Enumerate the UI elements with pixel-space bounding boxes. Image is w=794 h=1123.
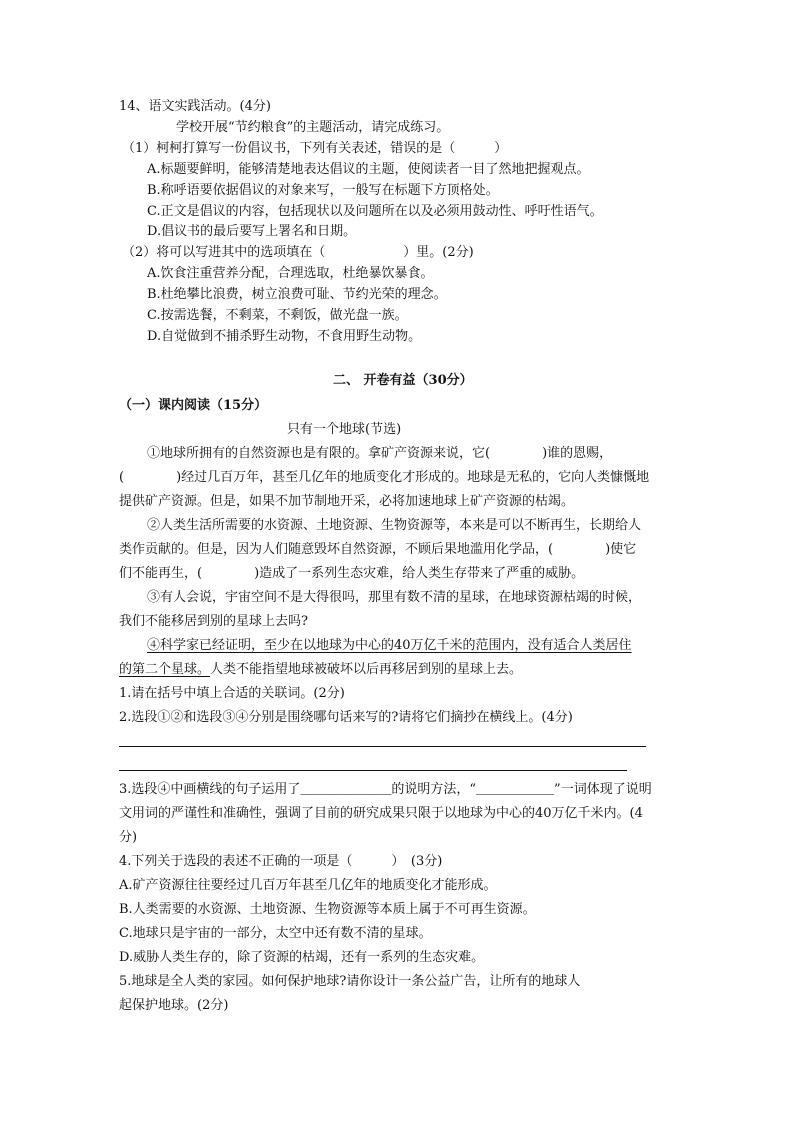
para4-underlined-line2: 的第二个星球。 bbox=[119, 662, 211, 677]
answer-line-1[interactable] bbox=[119, 746, 646, 747]
para1-line2: ( )经过几百万年，甚至几亿年的地质变化才形成的。地球是无私的，它向人类慷慨地 bbox=[119, 470, 650, 485]
answer-line-2[interactable] bbox=[119, 770, 627, 771]
question-4: 4.下列关于选段的表述不正确的一项是（ ） (3分) bbox=[119, 854, 443, 869]
q14-part2-option-d: D.自觉做到不捕杀野生动物，不食用野生动物。 bbox=[147, 329, 422, 344]
question-3-line2: 文用词的严谨性和准确性，强调了目前的研究成果只限于以地球为中心的40万亿千米内。(4 bbox=[119, 806, 643, 821]
para2-line2: 类作贡献的。但是，因为人们随意毁坏自然资源，不顾后果地滥用化学品，( )使它 bbox=[119, 542, 637, 557]
question-4-option-a: A.矿产资源往往要经过几百万年甚至几亿年的地质变化才能形成。 bbox=[119, 878, 497, 893]
q14-part1-option-b: B.称呼语要依据倡议的对象来写，一般写在标题下方顶格处。 bbox=[147, 183, 499, 198]
question-4-option-d: D.威胁人类生存的，除了资源的枯竭，还有一系列的生态灾难。 bbox=[119, 950, 485, 965]
question-4-option-c: C.地球只是宇宙的一部分，太空中还有数不清的星球。 bbox=[119, 926, 432, 941]
passage-title: 只有一个地球(节选) bbox=[287, 422, 402, 437]
q14-part2-question: （2）将可以写进其中的选项填在（ ）里。(2分) bbox=[122, 245, 474, 260]
q14-part2-option-b: B.杜绝攀比浪费，树立浪费可耻、节约光荣的理念。 bbox=[147, 287, 447, 302]
para4-line2 bbox=[119, 661, 522, 679]
question-2: 2.选段①②和选段③④分别是围绕哪句话来写的?请将它们摘抄在横线上。(4分) bbox=[119, 710, 573, 725]
question-3-line3: 分) bbox=[119, 830, 138, 845]
q14-part2-option-a: A.饮食注重营养分配，合理选取，杜绝暴饮暴食。 bbox=[147, 266, 434, 281]
question-1: 1.请在括号中填上合适的关联词。(2分) bbox=[119, 686, 345, 701]
para3-line1: ③有人会说，宇宙空间不是大得很吗，那里有数不清的星球，在地球资源枯竭的时候， bbox=[147, 590, 642, 605]
para4-underlined-line1: ④科学家已经证明，至少在以地球为中心的40万亿千米的范围内，没有适合人类居住 bbox=[147, 638, 632, 653]
para4-rest: 人类不能指望地球被破坏以后再移居到别的星球上去。 bbox=[210, 662, 523, 677]
q14-part1-option-d: D.倡议书的最后要写上署名和日期。 bbox=[147, 224, 357, 239]
question-5-line1: 5.地球是全人类的家园。如何保护地球?请你设计一条公益广告，让所有的地球人 bbox=[119, 974, 581, 989]
q14-intro: 学校开展“节约粮食”的主题活动，请完成练习。 bbox=[176, 120, 450, 135]
reading-subheading: （一）课内阅读（15分） bbox=[119, 398, 268, 413]
q14-part2-option-c: C.按需选餐，不剩菜，不剩饭，做光盘一族。 bbox=[147, 308, 408, 323]
question-4-option-b: B.人类需要的水资源、土地资源、生物资源等本质上属于不可再生资源。 bbox=[119, 902, 536, 917]
para1-line1: ①地球所拥有的自然资源也是有限的。拿矿产资源来说，它( )谁的恩赐， bbox=[147, 446, 613, 461]
q14-part1-option-c: C.正文是倡议的内容，包括现状以及问题所在以及必须用鼓动性、呼吁性语气。 bbox=[147, 204, 603, 219]
question-3-line1: 3.选段④中画横线的句子运用了＿＿＿＿＿＿＿的说明方法，“＿＿＿＿＿＿”一词体现了说明 bbox=[119, 782, 652, 797]
q14-part1-question: （1）柯柯打算写一份倡议书，下列有关表述，错误的是（ ） bbox=[122, 141, 508, 156]
section2-heading: 二、 开卷有益（30分） bbox=[333, 373, 473, 388]
para3-line2: 我们不能移居到别的星球上去吗? bbox=[119, 614, 308, 629]
para2-line3: 们不能再生，( )造成了一系列生态灾难，给人类生存带来了严重的威胁。 bbox=[119, 566, 585, 581]
para2-line1: ②人类生活所需要的水资源、土地资源、生物资源等，本来是可以不断再生，长期给人 bbox=[147, 518, 642, 533]
q14-part1-option-a: A.标题要鲜明，能够清楚地表达倡议的主题，使阅读者一目了然地把握观点。 bbox=[147, 162, 590, 177]
question-5-line2: 起保护地球。(2分) bbox=[119, 998, 229, 1013]
q14-title: 14、语文实践活动。(4分) bbox=[119, 99, 271, 114]
para1-line3: 提供矿产资源。但是，如果不加节制地开采，必将加速地球上矿产资源的枯竭。 bbox=[119, 494, 575, 509]
